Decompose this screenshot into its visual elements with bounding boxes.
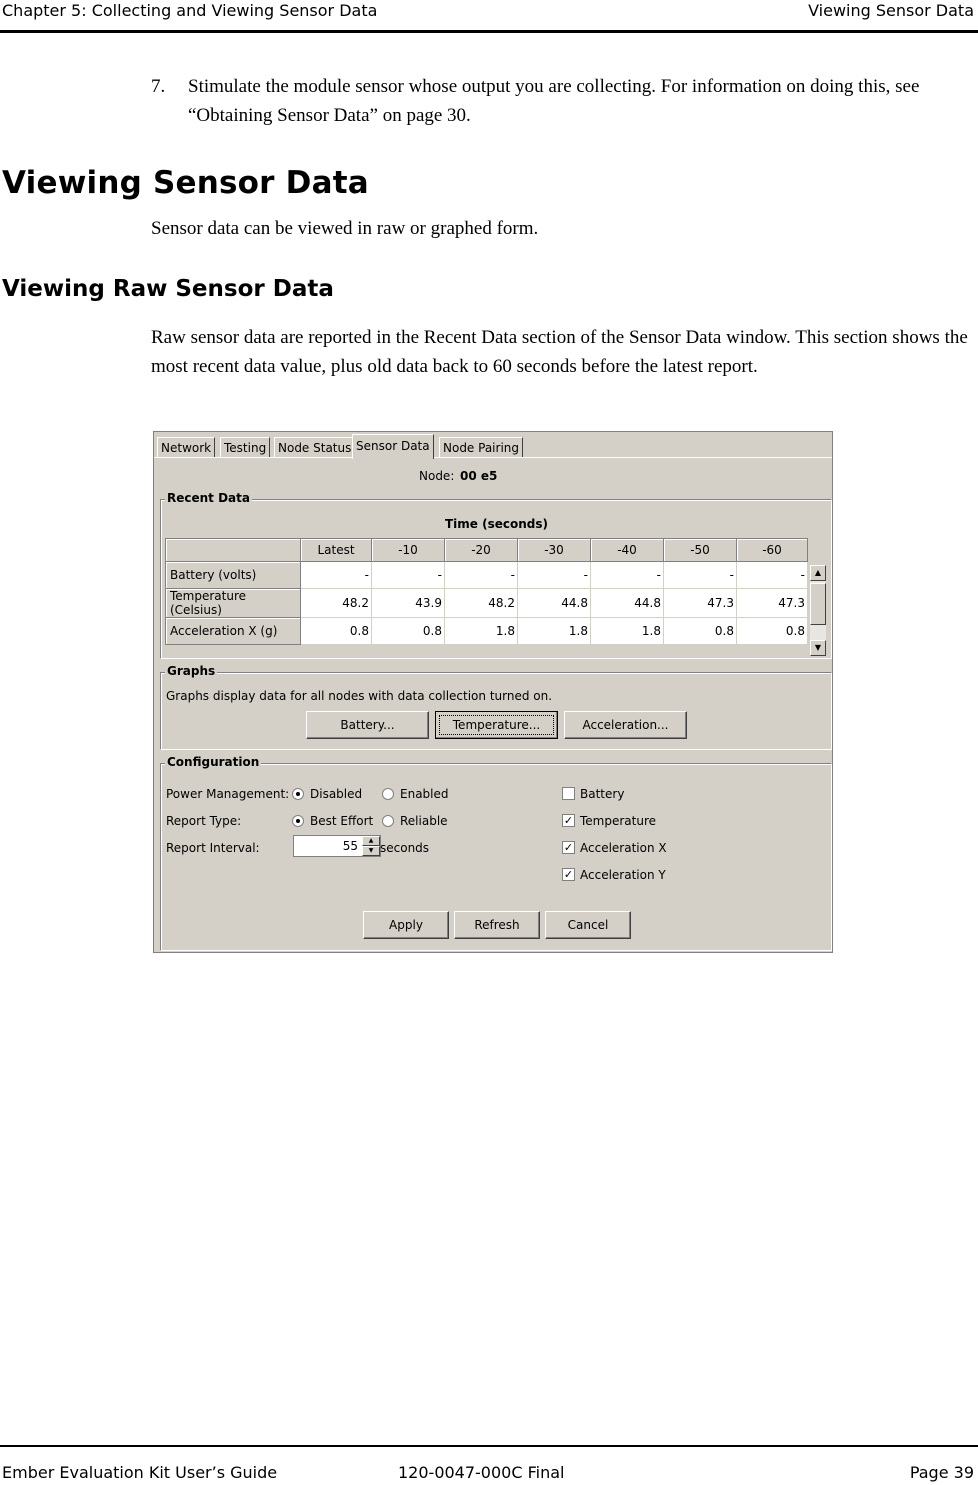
report-best-effort-label: Best Effort bbox=[310, 814, 374, 828]
paragraph-raw: Raw sensor data are reported in the Recent Data section of the Sensor Data window. This section shows the most recent data value, plus old data back to 60 seconds before the latest report. bbox=[151, 327, 968, 377]
report-interval-label: Report Interval: bbox=[166, 841, 260, 855]
temperature-graph-button[interactable]: Temperature... bbox=[435, 711, 558, 739]
table-cell: 0.8 bbox=[301, 618, 372, 645]
graphs-group bbox=[160, 664, 832, 750]
table-cell: - bbox=[664, 562, 737, 589]
report-interval-spinner[interactable] bbox=[293, 835, 381, 857]
report-reliable-label: Reliable bbox=[400, 814, 448, 828]
report-interval-value: 55 bbox=[342, 839, 358, 853]
tab-node-pairing[interactable]: Node Pairing bbox=[439, 437, 523, 458]
tab-network[interactable]: Network bbox=[157, 437, 215, 458]
graphs-title: Graphs bbox=[167, 664, 216, 678]
refresh-button[interactable]: Refresh bbox=[454, 911, 540, 939]
scroll-down-icon[interactable]: ▼ bbox=[810, 640, 826, 656]
table-cell: 1.8 bbox=[445, 618, 518, 645]
temperature-checkbox[interactable]: ✓ bbox=[563, 814, 574, 827]
table-row bbox=[166, 562, 808, 589]
battery-graph-button[interactable]: Battery... bbox=[306, 711, 429, 739]
table-scrollbar[interactable] bbox=[809, 565, 826, 656]
row-header: Acceleration X (g) bbox=[166, 618, 301, 645]
report-best-effort-radio[interactable] bbox=[292, 815, 304, 827]
row-header: Battery (volts) bbox=[166, 562, 301, 589]
table-cell: - bbox=[301, 562, 372, 589]
page-header bbox=[0, 0, 978, 33]
tab-node-status[interactable]: Node Status bbox=[274, 437, 355, 458]
table-cell: - bbox=[372, 562, 445, 589]
report-reliable-radio[interactable] bbox=[382, 815, 394, 827]
table-cell: - bbox=[445, 562, 518, 589]
report-interval-unit: seconds bbox=[380, 841, 430, 855]
table-cell: 0.8 bbox=[372, 618, 445, 645]
step-text: Stimulate the module sensor whose output you are collecting. For information on doing this, see “Obtaining Sensor Data” on page 30. bbox=[188, 76, 920, 126]
report-type-label: Report Type: bbox=[166, 814, 242, 828]
acceleration-x-checkbox-label: Acceleration X bbox=[580, 841, 667, 855]
configuration-title: Configuration bbox=[167, 755, 260, 769]
scroll-up-icon[interactable]: ▲ bbox=[810, 565, 826, 581]
acceleration-y-checkbox-label: Acceleration Y bbox=[580, 868, 666, 882]
spin-up-icon[interactable]: ▲ bbox=[362, 836, 380, 846]
node-label: Node: bbox=[419, 469, 455, 483]
tab-testing[interactable]: Testing bbox=[220, 437, 270, 458]
power-management-label: Power Management: bbox=[166, 787, 290, 801]
table-cell: 47.3 bbox=[664, 589, 737, 618]
recent-data-title: Recent Data bbox=[167, 491, 250, 505]
power-disabled-radio[interactable] bbox=[292, 788, 304, 800]
time-seconds-title: Time (seconds) bbox=[445, 517, 549, 531]
power-enabled-label: Enabled bbox=[400, 787, 449, 801]
temperature-checkbox-label: Temperature bbox=[580, 814, 657, 828]
acceleration-graph-button[interactable]: Acceleration... bbox=[564, 711, 687, 739]
table-cell: 44.8 bbox=[591, 589, 664, 618]
recent-data-group bbox=[160, 491, 832, 659]
table-row bbox=[166, 618, 808, 645]
battery-checkbox-label: Battery bbox=[580, 787, 625, 801]
column-header[interactable]: -30 bbox=[518, 539, 591, 562]
tab-bar bbox=[154, 432, 832, 458]
configuration-group bbox=[160, 755, 832, 951]
tab-divider bbox=[154, 457, 832, 458]
paragraph-intro: Sensor data can be viewed in raw or graphed form. bbox=[151, 218, 539, 239]
table-cell: 47.3 bbox=[737, 589, 808, 618]
corner-header bbox=[166, 539, 301, 562]
spin-down-icon[interactable]: ▼ bbox=[362, 846, 380, 856]
table-cell: - bbox=[518, 562, 591, 589]
footer-page-number: Page 39 bbox=[909, 1463, 974, 1482]
table-cell: - bbox=[737, 562, 808, 589]
node-value: 00 e5 bbox=[460, 469, 498, 483]
heading-viewing-raw-sensor-data: Viewing Raw Sensor Data bbox=[2, 276, 334, 302]
recent-data-table bbox=[165, 538, 808, 645]
heading-viewing-sensor-data: Viewing Sensor Data bbox=[2, 165, 369, 201]
acceleration-y-checkbox[interactable]: ✓ bbox=[563, 868, 574, 881]
column-header[interactable]: Latest bbox=[301, 539, 372, 562]
step-item bbox=[151, 72, 971, 130]
graphs-description: Graphs display data for all nodes with data collection turned on. bbox=[166, 689, 553, 703]
column-header[interactable]: -20 bbox=[445, 539, 518, 562]
table-row bbox=[166, 589, 808, 618]
column-header[interactable]: -50 bbox=[664, 539, 737, 562]
chapter-title: Chapter 5: Collecting and Viewing Sensor Data bbox=[2, 1, 378, 20]
acceleration-x-checkbox[interactable]: ✓ bbox=[563, 841, 574, 854]
table-cell: - bbox=[591, 562, 664, 589]
power-disabled-label: Disabled bbox=[310, 787, 363, 801]
row-header: Temperature (Celsius) bbox=[166, 589, 301, 618]
step-number: 7. bbox=[151, 76, 166, 97]
cancel-button[interactable]: Cancel bbox=[545, 911, 631, 939]
table-cell: 48.2 bbox=[445, 589, 518, 618]
table-cell: 48.2 bbox=[301, 589, 372, 618]
battery-checkbox[interactable] bbox=[562, 787, 575, 800]
column-header[interactable]: -40 bbox=[591, 539, 664, 562]
sensor-data-window bbox=[153, 431, 833, 953]
section-title: Viewing Sensor Data bbox=[808, 1, 974, 20]
scroll-thumb[interactable] bbox=[810, 583, 826, 625]
power-enabled-radio[interactable] bbox=[382, 788, 394, 800]
table-cell: 0.8 bbox=[737, 618, 808, 645]
table-cell: 0.8 bbox=[664, 618, 737, 645]
apply-button[interactable]: Apply bbox=[363, 911, 449, 939]
table-cell: 43.9 bbox=[372, 589, 445, 618]
table-header-row bbox=[166, 539, 808, 562]
column-header[interactable]: -10 bbox=[372, 539, 445, 562]
footer-title: Ember Evaluation Kit User’s Guide bbox=[2, 1463, 278, 1482]
tab-sensor-data[interactable]: Sensor Data bbox=[352, 434, 434, 459]
table-cell: 1.8 bbox=[591, 618, 664, 645]
column-header[interactable]: -60 bbox=[737, 539, 808, 562]
table-cell: 1.8 bbox=[518, 618, 591, 645]
table-cell: 44.8 bbox=[518, 589, 591, 618]
footer-doc-number: 120-0047-000C Final bbox=[398, 1463, 565, 1482]
page-footer bbox=[0, 1445, 978, 1485]
